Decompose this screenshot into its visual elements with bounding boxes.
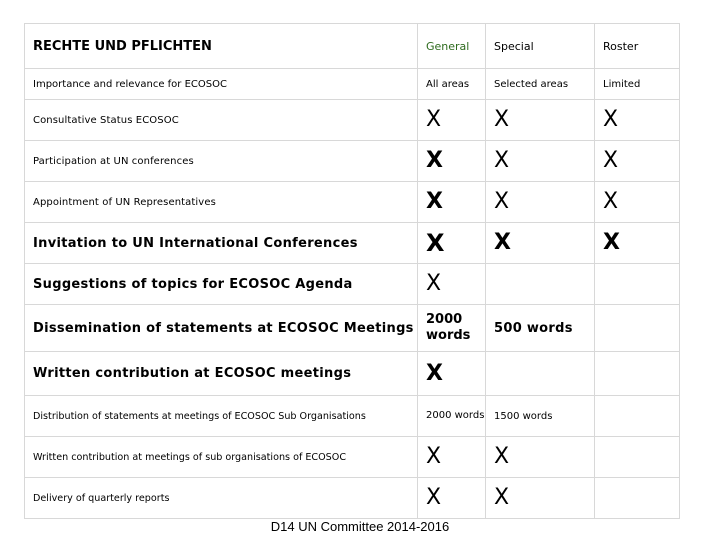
cell-roster <box>595 478 680 519</box>
table-row <box>25 305 680 352</box>
cell-general: X <box>418 223 486 264</box>
row-label: Written contribution at meetings of sub organisations of ECOSOC <box>25 437 418 478</box>
cell-roster <box>595 352 680 396</box>
row-label: Consultative Status ECOSOC <box>25 100 418 141</box>
table-row <box>25 141 680 182</box>
cell-special: X <box>486 437 595 478</box>
row-label: Suggestions of topics for ECOSOC Agenda <box>25 264 418 305</box>
cell-special: X <box>486 478 595 519</box>
table-row <box>25 437 680 478</box>
cell-roster <box>595 437 680 478</box>
cell-general: All areas <box>418 69 486 100</box>
cell-general: X <box>418 352 486 396</box>
cell-roster <box>595 305 680 352</box>
cell-special <box>486 352 595 396</box>
table-row <box>25 223 680 264</box>
cell-roster <box>595 396 680 437</box>
table-header-row <box>25 24 680 69</box>
cell-special: 1500 words <box>486 396 595 437</box>
cell-roster: X <box>595 100 680 141</box>
row-label: Written contribution at ECOSOC meetings <box>25 352 418 396</box>
cell-special <box>486 264 595 305</box>
table-row <box>25 182 680 223</box>
row-label: Delivery of quarterly reports <box>25 478 418 519</box>
table-row <box>25 69 680 100</box>
row-label: Importance and relevance for ECOSOC <box>25 69 418 100</box>
row-label: Dissemination of statements at ECOSOC Meetings <box>25 305 418 352</box>
cell-special: X <box>486 223 595 264</box>
header-special: Special <box>486 24 595 69</box>
table-row <box>25 396 680 437</box>
cell-general: X <box>418 478 486 519</box>
cell-special: X <box>486 100 595 141</box>
table-row <box>25 352 680 396</box>
rights-table <box>24 23 680 519</box>
cell-general: 2000 words <box>418 305 486 352</box>
header-roster: Roster <box>595 24 680 69</box>
cell-roster: Limited <box>595 69 680 100</box>
cell-special: X <box>486 182 595 223</box>
cell-roster <box>595 264 680 305</box>
cell-general: 2000 words <box>418 396 486 437</box>
cell-general: X <box>418 100 486 141</box>
cell-general: X <box>418 437 486 478</box>
table-row <box>25 478 680 519</box>
cell-roster: X <box>595 182 680 223</box>
header-general: General <box>418 24 486 69</box>
footer-caption: D14 UN Committee 2014-2016 <box>270 519 450 534</box>
row-label: Distribution of statements at meetings of ECOSOC Sub Organisations <box>25 396 418 437</box>
cell-special: X <box>486 141 595 182</box>
row-label: Appointment of UN Representatives <box>25 182 418 223</box>
cell-roster: X <box>595 223 680 264</box>
row-label: Invitation to UN International Conferences <box>25 223 418 264</box>
row-label: Participation at UN conferences <box>25 141 418 182</box>
cell-special: Selected areas <box>486 69 595 100</box>
cell-roster: X <box>595 141 680 182</box>
table-row <box>25 100 680 141</box>
cell-special: 500 words <box>486 305 595 352</box>
cell-general: X <box>418 141 486 182</box>
header-title: RECHTE UND PFLICHTEN <box>25 24 418 69</box>
cell-general: X <box>418 264 486 305</box>
table-row <box>25 264 680 305</box>
cell-general: X <box>418 182 486 223</box>
